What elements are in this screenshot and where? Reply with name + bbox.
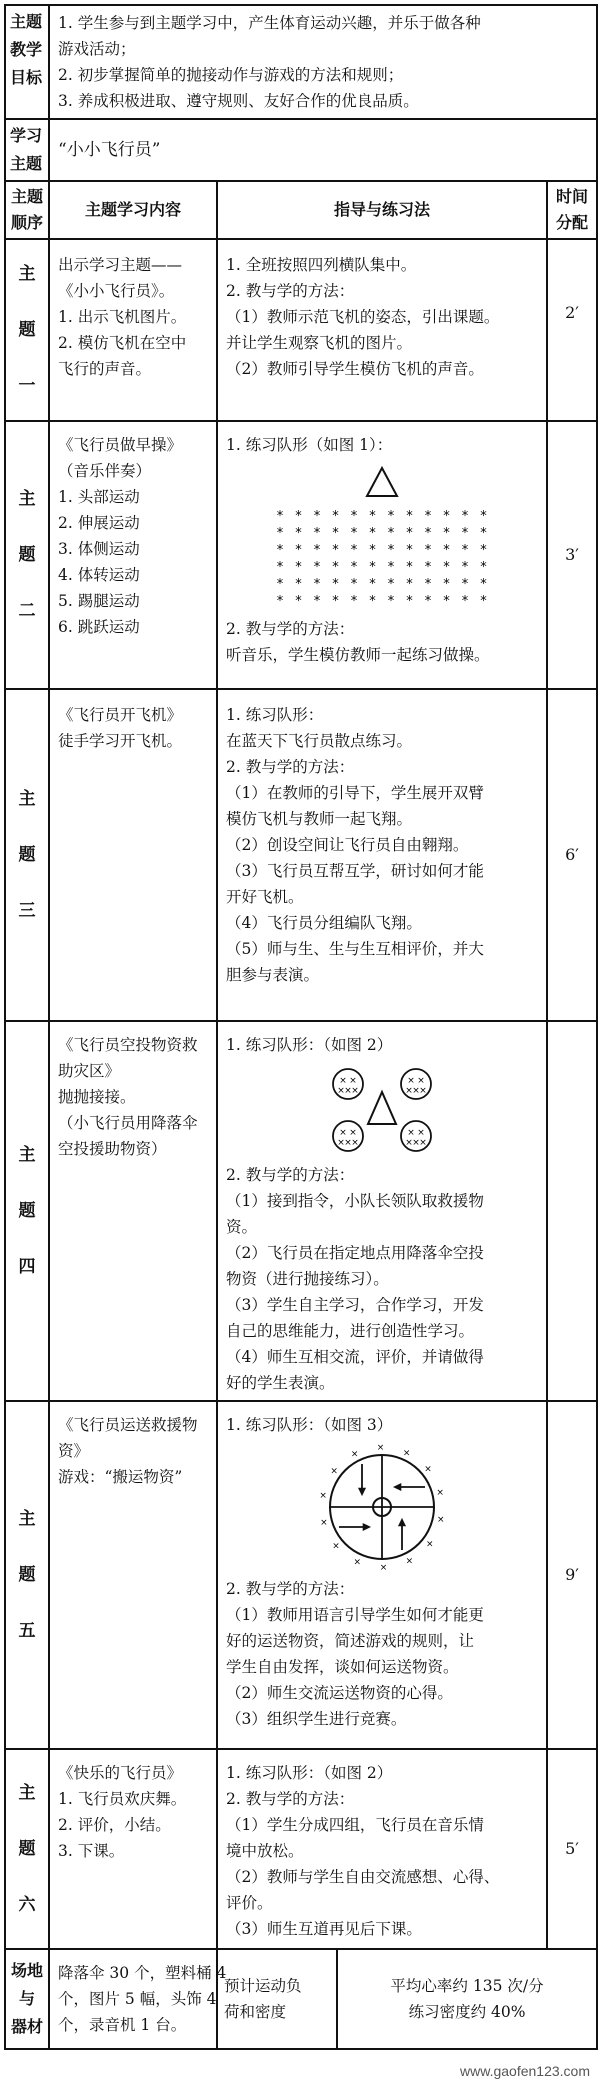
header-order: 主题 顺序 — [5, 181, 49, 239]
topic-row-4 — [5, 1021, 597, 1401]
student-star-icon: * — [295, 526, 302, 541]
load-value: 平均心率约 135 次/分 练习密度约 40% — [337, 1949, 597, 2049]
watermark: www.gaofen123.com — [460, 2063, 590, 2079]
student-star-icon: * — [406, 594, 413, 609]
student-x-icon: × — [419, 1086, 427, 1096]
student-x-icon: × — [351, 1086, 359, 1096]
student-star-icon: * — [443, 577, 450, 592]
student-x-icon: × — [344, 1138, 352, 1148]
row-label: 主 题 一 — [5, 239, 49, 421]
student-star-icon: * — [276, 509, 284, 524]
student-star-icon: * — [276, 594, 284, 609]
student-x-icon: × — [339, 1076, 347, 1086]
row-guide: 1. 练习队形：（如图 2） 2. 教与学的方法： （1）学生分成四组，飞行员在音乐情 境中放松。 （2）教师与学生自由交流感想、心得、 评价。 （3）师生互道再见后下课。 — [217, 1749, 547, 1949]
student-x-icon: × — [353, 1557, 362, 1568]
student-x-icon: × — [402, 1448, 411, 1459]
student-star-icon: * — [424, 577, 432, 592]
student-x-icon: × — [412, 1086, 420, 1096]
row-guide: 1. 全班按照四列横队集中。 2. 教与学的方法： （1）教师示范飞机的姿态，引出课题。 并让学生观察飞机的图片。 （2）教师引导学生模仿飞机的声音。 — [217, 239, 547, 421]
student-star-icon: * — [406, 560, 413, 575]
student-star-icon: * — [406, 509, 413, 524]
row-label: 主 题 三 — [5, 689, 49, 1021]
row-time: 3′ — [547, 421, 597, 689]
student-star-icon: * — [369, 577, 376, 592]
student-star-icon: * — [369, 509, 376, 524]
student-star-icon: * — [295, 543, 302, 558]
arrowhead-icon — [364, 1524, 369, 1529]
student-x-icon: × — [436, 1488, 444, 1499]
student-star-icon: * — [387, 509, 395, 524]
topic-row-5 — [5, 1401, 597, 1749]
student-star-icon: * — [295, 594, 302, 609]
arrowhead-icon — [399, 1520, 404, 1525]
student-x-icon: × — [412, 1138, 420, 1148]
formation-figure-2 — [312, 1062, 452, 1158]
row-time — [547, 1021, 597, 1401]
header-time: 时间 分配 — [547, 181, 597, 239]
student-star-icon: * — [276, 577, 284, 592]
student-star-icon: * — [369, 594, 376, 609]
student-star-icon: * — [350, 577, 358, 592]
student-star-icon: * — [443, 526, 450, 541]
formation-figure-1 — [262, 462, 502, 612]
topic-row-3 — [5, 689, 597, 1021]
goals-list — [49, 5, 597, 119]
student-star-icon: * — [461, 543, 469, 558]
student-star-icon: * — [406, 543, 413, 558]
student-star-icon: * — [332, 543, 339, 558]
lesson-plan-table — [4, 4, 598, 2050]
row-label: 主 题 二 — [5, 421, 49, 689]
footer-row — [5, 1949, 597, 2049]
row-label: 主 题 六 — [5, 1749, 49, 1949]
student-star-icon: * — [276, 560, 284, 575]
student-star-icon: * — [350, 509, 358, 524]
row-time: 2′ — [547, 239, 597, 421]
student-x-icon: × — [320, 1517, 328, 1528]
student-star-icon: * — [461, 577, 469, 592]
formation-figure-3 — [317, 1442, 447, 1572]
student-star-icon: * — [406, 526, 413, 541]
student-star-icon: * — [332, 594, 339, 609]
row-guide: 1. 练习队形： 在蓝天下飞行员散点练习。 2. 教与学的方法： （1）在教师的引导下，学生展开双臂 模仿飞机与教师一起飞翔。 （2）创设空间让飞行员自由翱翔。 （3）飞行员互帮互学，研讨如何才能 开好飞机。 （4）飞行员分组编队飞翔。 （5）师与生、生与生互相评价，并大 胆参与表演。 — [217, 689, 547, 1021]
student-star-icon: * — [480, 594, 487, 609]
student-star-icon: * — [406, 577, 413, 592]
goal-item: 2. 初步掌握简单的抛接动作与游戏的方法和规则； — [58, 66, 404, 84]
topic-row-1 — [5, 239, 597, 421]
row-time: 9′ — [547, 1401, 597, 1749]
student-x-icon: × — [407, 1076, 415, 1086]
load-label: 预计运动负 荷和密度 — [217, 1949, 337, 2049]
student-star-icon: * — [443, 560, 450, 575]
teacher-triangle-icon — [368, 1092, 396, 1124]
goal-item: 3. 养成积极进取、遵守规则、友好合作的优良品质。 — [58, 92, 419, 110]
student-star-icon: * — [332, 509, 339, 524]
goals-label: 主题 教学 目标 — [5, 5, 49, 119]
student-star-icon: * — [424, 509, 432, 524]
row-label: 主 题 四 — [5, 1021, 49, 1401]
header-guide: 指导与练习法 — [217, 181, 547, 239]
student-star-icon: * — [387, 560, 395, 575]
row-guide: 1. 练习队形（如图 1）： * * * * * * * * * * * * * * * * * * * * * * * * * * * * * * * * * * * * * * * * * * * * * * * * * * * * * * * * * * * * * * * * * * * * * * * * 2. 教与学的方法： 听音乐，学生模仿教师一起练习做操。 — [217, 421, 547, 689]
student-star-icon: * — [295, 560, 302, 575]
row-label: 主 题 五 — [5, 1401, 49, 1749]
student-x-icon: × — [376, 1443, 385, 1454]
student-star-icon: * — [313, 560, 321, 575]
student-star-icon: * — [387, 594, 395, 609]
student-star-icon: * — [369, 526, 376, 541]
student-star-icon: * — [424, 526, 432, 541]
student-x-icon: × — [337, 1086, 345, 1096]
student-star-icon: * — [313, 577, 321, 592]
header-row — [5, 181, 597, 239]
student-x-icon: × — [417, 1076, 425, 1086]
student-star-icon: * — [332, 560, 339, 575]
student-star-icon: * — [461, 560, 469, 575]
student-x-icon: × — [350, 1449, 359, 1460]
row-content: 《飞行员运送救援物 资》 游戏：“搬运物资” — [49, 1401, 217, 1749]
student-x-icon: × — [424, 1464, 432, 1475]
student-star-icon: * — [387, 577, 395, 592]
student-star-icon: * — [424, 594, 432, 609]
student-x-icon: × — [330, 1466, 338, 1477]
arrowhead-icon — [395, 1484, 400, 1489]
student-x-icon: × — [332, 1541, 340, 1552]
row-guide: 1. 练习队形：（如图 2） × × × × × × × × × × × × × × × × × × × × 2. 教与学的方法： （1）接到指令，小队长领队取救援物 资。 （2）飞行员在指定地点用降落伞空投 物资（进行抛接练习）。 （3）学生自主学习，合作学习，开发 自己的思维能力，进行创造性学习。 （4）师生互相交流，评价，并请做得 好的学生表演。 — [217, 1021, 547, 1401]
student-star-icon: * — [313, 594, 321, 609]
student-x-icon: × — [405, 1138, 413, 1148]
student-star-icon: * — [350, 526, 358, 541]
row-content: 《飞行员空投物资救 助灾区》 抛抛接接。 （小飞行员用降落伞 空投援助物资） — [49, 1021, 217, 1401]
student-x-icon: × — [379, 1562, 388, 1572]
student-star-icon: * — [276, 543, 284, 558]
student-star-icon: * — [443, 543, 450, 558]
topic-row-2 — [5, 421, 597, 689]
student-star-icon: * — [480, 526, 487, 541]
goal-item: 1. 学生参与到主题学习中，产生体育运动兴趣，并乐于做各种 — [58, 14, 481, 32]
student-x-icon: × — [405, 1556, 414, 1567]
teacher-triangle-icon — [367, 468, 397, 496]
student-star-icon: * — [332, 526, 339, 541]
lesson-plan-document — [4, 4, 596, 2081]
student-star-icon: * — [480, 577, 487, 592]
student-star-icon: * — [424, 560, 432, 575]
student-star-icon: * — [350, 594, 358, 609]
student-x-icon: × — [319, 1491, 327, 1502]
row-content: 《飞行员做早操》 （音乐伴奏） 1. 头部运动 2. 伸展运动 3. 体侧运动 4. 体转运动 5. 踢腿运动 6. 跳跃运动 — [49, 421, 217, 689]
topic-row — [5, 119, 597, 181]
student-x-icon: × — [426, 1539, 434, 1550]
student-star-icon: * — [461, 594, 469, 609]
student-star-icon: * — [443, 509, 450, 524]
student-x-icon: × — [349, 1128, 357, 1138]
student-star-icon: * — [276, 526, 284, 541]
student-star-icon: * — [332, 577, 339, 592]
student-x-icon: × — [417, 1128, 425, 1138]
equipment-label: 场地 与 器材 — [5, 1949, 49, 2049]
equipment-list: 降落伞 30 个，塑料桶 4 个，图片 5 幅，头饰 4 个，录音机 1 台。 — [49, 1949, 217, 2049]
student-x-icon: × — [405, 1086, 413, 1096]
row-content: 出示学习主题—— 《小小飞行员》。 1. 出示飞机图片。 2. 模仿飞机在空中 飞行的声音。 — [49, 239, 217, 421]
arrowhead-icon — [359, 1489, 364, 1494]
student-star-icon: * — [461, 526, 469, 541]
student-star-icon: * — [480, 560, 487, 575]
student-star-icon: * — [387, 543, 395, 558]
student-x-icon: × — [337, 1138, 345, 1148]
student-star-icon: * — [369, 560, 376, 575]
student-star-icon: * — [313, 526, 321, 541]
row-content: 《飞行员开飞机》 徒手学习开飞机。 — [49, 689, 217, 1021]
student-x-icon: × — [419, 1138, 427, 1148]
student-star-icon: * — [295, 509, 302, 524]
student-star-icon: * — [350, 543, 358, 558]
row-guide: 1. 练习队形：（如图 3） × × × × × × × × × × × × × × 2. 教与学的方法： （1）教师用语言引导学生如何才能更 好的运送物资，简述游戏的规则，让 学生自由发挥，谈如何运送物资。 （2）师生交流运送物资的心得。 （3）组织学生进行竞赛。 — [217, 1401, 547, 1749]
student-x-icon: × — [349, 1076, 357, 1086]
student-x-icon: × — [407, 1128, 415, 1138]
row-time: 6′ — [547, 689, 597, 1021]
topic-label: 学习 主题 — [5, 119, 49, 181]
row-content: 《快乐的飞行员》 1. 飞行员欢庆舞。 2. 评价，小结。 3. 下课。 — [49, 1749, 217, 1949]
student-x-icon: × — [351, 1138, 359, 1148]
row-time: 5′ — [547, 1749, 597, 1949]
student-star-icon: * — [480, 509, 487, 524]
student-star-icon: * — [350, 560, 358, 575]
goal-item: 游戏活动； — [58, 40, 136, 58]
student-star-icon: * — [480, 543, 487, 558]
student-star-icon: * — [387, 526, 395, 541]
header-content: 主题学习内容 — [49, 181, 217, 239]
student-star-icon: * — [313, 543, 321, 558]
topic-value: “小小飞行员” — [49, 119, 597, 181]
student-star-icon: * — [461, 509, 469, 524]
student-star-icon: * — [313, 509, 321, 524]
student-x-icon: × — [437, 1514, 445, 1525]
student-x-icon: × — [339, 1128, 347, 1138]
student-star-icon: * — [295, 577, 302, 592]
topic-row-6 — [5, 1749, 597, 1949]
student-x-icon: × — [344, 1086, 352, 1096]
student-star-icon: * — [443, 594, 450, 609]
student-star-icon: * — [369, 543, 376, 558]
student-star-icon: * — [424, 543, 432, 558]
goals-row — [5, 5, 597, 119]
